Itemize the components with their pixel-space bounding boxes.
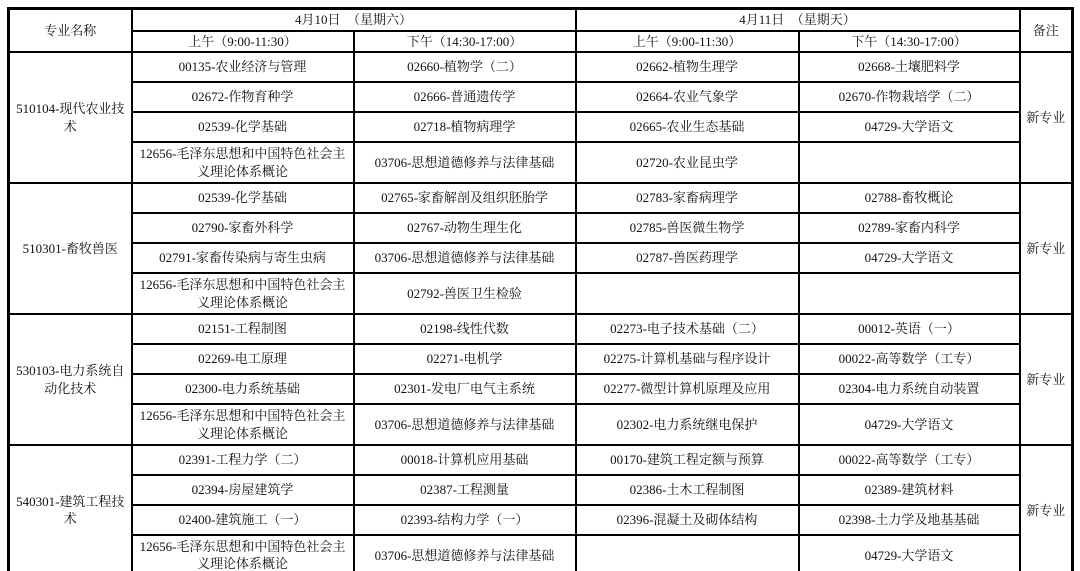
subject-cell: 02301-发电厂电气主系统 <box>354 374 576 404</box>
subject-cell: 12656-毛泽东思想和中国特色社会主义理论体系概论 <box>132 404 354 445</box>
subject-cell: 00170-建筑工程定额与预算 <box>576 445 799 475</box>
subject-cell: 02785-兽医微生物学 <box>576 213 799 243</box>
subject-cell: 03706-思想道德修养与法律基础 <box>354 142 576 183</box>
remark-cell: 新专业 <box>1020 445 1073 571</box>
subject-cell: 04729-大学语文 <box>799 404 1020 445</box>
subject-cell: 02269-电工原理 <box>132 344 354 374</box>
subject-cell <box>799 142 1020 183</box>
session-header-0411-pm: 下午（14:30-17:00） <box>799 31 1020 53</box>
subject-cell <box>799 273 1020 314</box>
subject-cell: 02666-普通遗传学 <box>354 82 576 112</box>
subject-cell: 02790-家畜外科学 <box>132 213 354 243</box>
remark-column-header: 备注 <box>1020 9 1073 53</box>
subject-cell: 02396-混凝土及砌体结构 <box>576 505 799 535</box>
subject-cell: 00022-高等数学（工专） <box>799 344 1020 374</box>
major-column-header: 专业名称 <box>9 9 132 53</box>
subject-cell: 02539-化学基础 <box>132 183 354 213</box>
subject-cell: 00018-计算机应用基础 <box>354 445 576 475</box>
subject-cell: 02400-建筑施工（一） <box>132 505 354 535</box>
subject-cell: 00012-英语（一） <box>799 314 1020 344</box>
subject-cell: 02660-植物学（二） <box>354 52 576 82</box>
subject-cell: 03706-思想道德修养与法律基础 <box>354 535 576 571</box>
remark-cell: 新专业 <box>1020 183 1073 314</box>
session-header-0410-pm: 下午（14:30-17:00） <box>354 31 576 53</box>
subject-cell: 02275-计算机基础与程序设计 <box>576 344 799 374</box>
subject-cell: 02765-家畜解剖及组织胚胎学 <box>354 183 576 213</box>
subject-cell: 02791-家畜传染病与寄生虫病 <box>132 243 354 273</box>
subject-cell: 02662-植物生理学 <box>576 52 799 82</box>
session-header-0411-am: 上午（9:00-11:30） <box>576 31 799 53</box>
subject-cell: 02665-农业生态基础 <box>576 112 799 142</box>
subject-cell: 02789-家畜内科学 <box>799 213 1020 243</box>
subject-cell: 12656-毛泽东思想和中国特色社会主义理论体系概论 <box>132 273 354 314</box>
date-header-april-10: 4月10日 （星期六） <box>132 9 576 31</box>
subject-cell: 12656-毛泽东思想和中国特色社会主义理论体系概论 <box>132 535 354 571</box>
subject-cell: 02792-兽医卫生检验 <box>354 273 576 314</box>
major-name: 510104-现代农业技术 <box>9 52 132 183</box>
subject-cell: 02767-动物生理生化 <box>354 213 576 243</box>
subject-cell: 02300-电力系统基础 <box>132 374 354 404</box>
subject-cell: 03706-思想道德修养与法律基础 <box>354 404 576 445</box>
subject-cell: 02720-农业昆虫学 <box>576 142 799 183</box>
subject-cell: 02668-土壤肥料学 <box>799 52 1020 82</box>
subject-cell: 03706-思想道德修养与法律基础 <box>354 243 576 273</box>
major-name: 540301-建筑工程技术 <box>9 445 132 571</box>
date-header-april-11: 4月11日 （星期天） <box>576 9 1020 31</box>
subject-cell: 02277-微型计算机原理及应用 <box>576 374 799 404</box>
subject-cell: 02393-结构力学（一） <box>354 505 576 535</box>
major-name: 530103-电力系统自动化技术 <box>9 314 132 445</box>
subject-cell: 02151-工程制图 <box>132 314 354 344</box>
subject-cell <box>576 273 799 314</box>
subject-cell: 04729-大学语文 <box>799 535 1020 571</box>
subject-cell: 02672-作物育种学 <box>132 82 354 112</box>
subject-cell: 02394-房屋建筑学 <box>132 475 354 505</box>
subject-cell: 02670-作物栽培学（二） <box>799 82 1020 112</box>
subject-cell: 04729-大学语文 <box>799 112 1020 142</box>
subject-cell: 02787-兽医药理学 <box>576 243 799 273</box>
subject-cell: 02664-农业气象学 <box>576 82 799 112</box>
subject-cell: 02391-工程力学（二） <box>132 445 354 475</box>
exam-schedule-table <box>7 7 1074 571</box>
subject-cell: 02271-电机学 <box>354 344 576 374</box>
subject-cell: 04729-大学语文 <box>799 243 1020 273</box>
subject-cell: 02304-电力系统自动装置 <box>799 374 1020 404</box>
subject-cell: 00135-农业经济与管理 <box>132 52 354 82</box>
remark-cell: 新专业 <box>1020 314 1073 445</box>
subject-cell: 02389-建筑材料 <box>799 475 1020 505</box>
subject-cell: 02539-化学基础 <box>132 112 354 142</box>
major-name: 510301-畜牧兽医 <box>9 183 132 314</box>
subject-cell: 02198-线性代数 <box>354 314 576 344</box>
subject-cell: 02386-土木工程制图 <box>576 475 799 505</box>
subject-cell: 02788-畜牧概论 <box>799 183 1020 213</box>
subject-cell: 12656-毛泽东思想和中国特色社会主义理论体系概论 <box>132 142 354 183</box>
subject-cell: 02302-电力系统继电保护 <box>576 404 799 445</box>
subject-cell: 02387-工程测量 <box>354 475 576 505</box>
subject-cell: 02273-电子技术基础（二） <box>576 314 799 344</box>
subject-cell: 02718-植物病理学 <box>354 112 576 142</box>
subject-cell <box>576 535 799 571</box>
subject-cell: 02783-家畜病理学 <box>576 183 799 213</box>
subject-cell: 00022-高等数学（工专） <box>799 445 1020 475</box>
remark-cell: 新专业 <box>1020 52 1073 183</box>
session-header-0410-am: 上午（9:00-11:30） <box>132 31 354 53</box>
subject-cell: 02398-土力学及地基基础 <box>799 505 1020 535</box>
